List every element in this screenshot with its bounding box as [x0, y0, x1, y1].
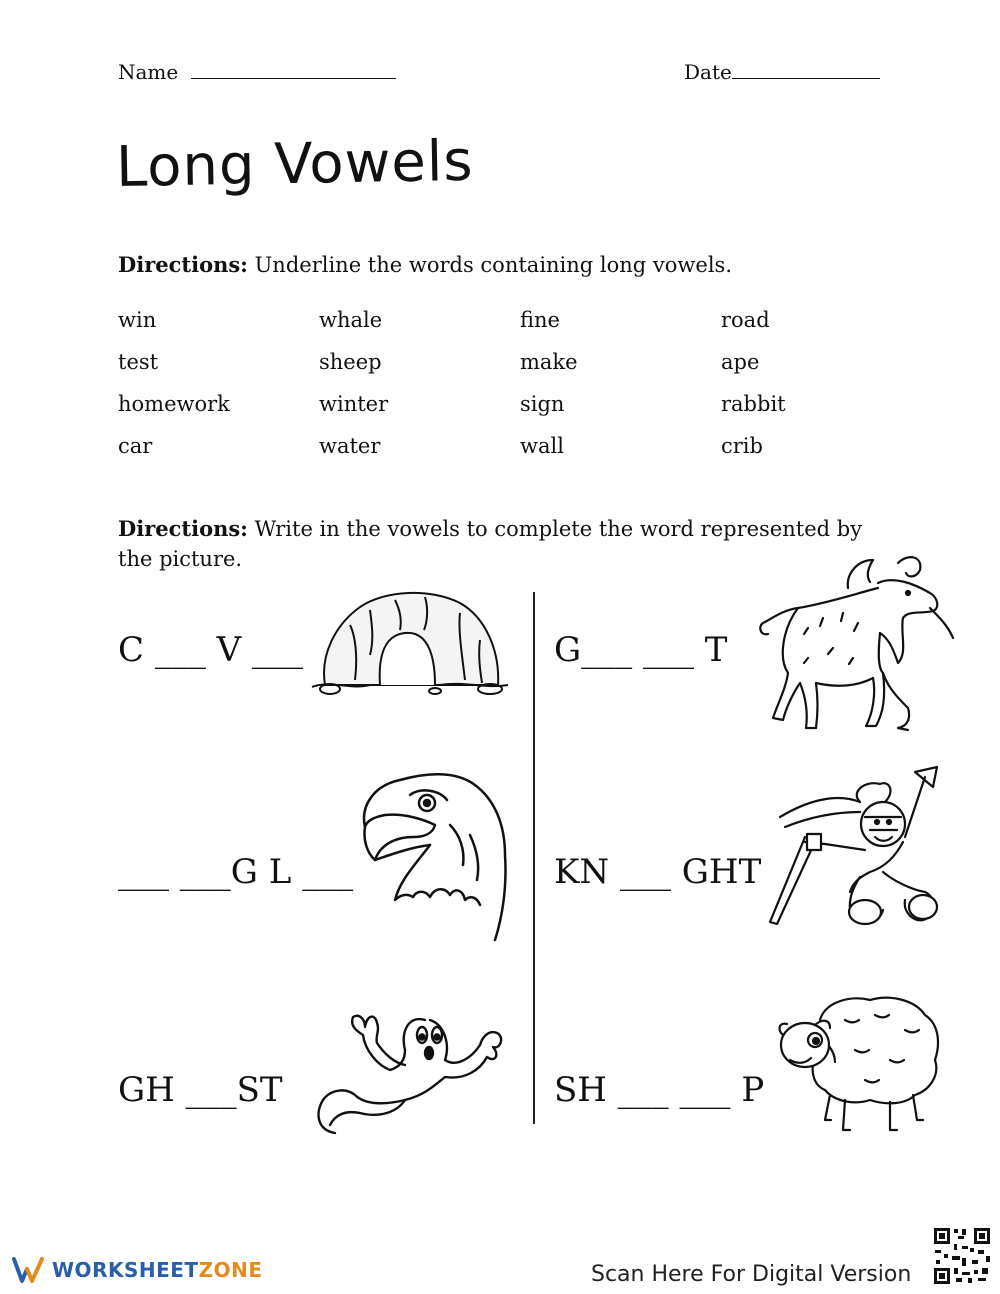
- directions-1-label: Directions:: [118, 252, 248, 277]
- date-line[interactable]: [732, 60, 880, 79]
- word[interactable]: win: [118, 308, 157, 332]
- word[interactable]: homework: [118, 392, 230, 416]
- word-blank-knight[interactable]: KN ___ GHT: [554, 852, 762, 892]
- word[interactable]: water: [319, 434, 381, 458]
- directions-2-label: Directions:: [118, 516, 248, 541]
- word-blank-goat[interactable]: G___ ___ T: [554, 630, 728, 670]
- word[interactable]: car: [118, 434, 153, 458]
- scan-text: Scan Here For Digital Version: [591, 1262, 912, 1287]
- word[interactable]: sign: [520, 392, 565, 416]
- word[interactable]: whale: [319, 308, 383, 332]
- name-field[interactable]: [118, 60, 396, 84]
- brand-name: WORKSHEETZONE: [52, 1258, 263, 1282]
- worksheetzone-logo-icon: [12, 1255, 46, 1285]
- brand-logo[interactable]: [12, 1255, 262, 1285]
- ghost-icon: [305, 1005, 515, 1140]
- word[interactable]: wall: [520, 434, 564, 458]
- qr-code-icon[interactable]: [932, 1226, 992, 1286]
- directions-2-text: Write in the vowels to complete the word represented by the picture.: [118, 517, 863, 571]
- word[interactable]: crib: [721, 434, 763, 458]
- name-label: Name: [118, 60, 179, 84]
- word-grid: [118, 305, 918, 462]
- directions-1-text: Underline the words containing long vowels.: [247, 253, 732, 277]
- word[interactable]: road: [721, 308, 770, 332]
- name-line[interactable]: [191, 60, 396, 79]
- eagle-icon: [355, 765, 515, 945]
- knight-icon: [765, 762, 945, 932]
- word[interactable]: rabbit: [721, 392, 786, 416]
- word[interactable]: make: [520, 350, 578, 374]
- date-field[interactable]: [684, 60, 880, 84]
- page-title: Long Vowels: [115, 128, 475, 200]
- column-divider: [533, 592, 535, 1124]
- goat-icon: [748, 548, 958, 738]
- word[interactable]: fine: [520, 308, 560, 332]
- cave-icon: [310, 585, 510, 700]
- word-blank-sheep[interactable]: SH ___ ___ P: [554, 1070, 765, 1110]
- word[interactable]: sheep: [319, 350, 382, 374]
- word[interactable]: ape: [721, 350, 760, 374]
- word[interactable]: winter: [319, 392, 389, 416]
- word-blank-ghost[interactable]: GH ___ST: [118, 1070, 283, 1110]
- directions-1: [118, 250, 878, 280]
- word-blank-cave[interactable]: C ___ V ___: [118, 630, 303, 670]
- word[interactable]: test: [118, 350, 159, 374]
- sheep-icon: [775, 990, 945, 1140]
- date-label: Date: [684, 60, 732, 84]
- word-blank-eagle[interactable]: ___ ___G L ___: [118, 852, 354, 892]
